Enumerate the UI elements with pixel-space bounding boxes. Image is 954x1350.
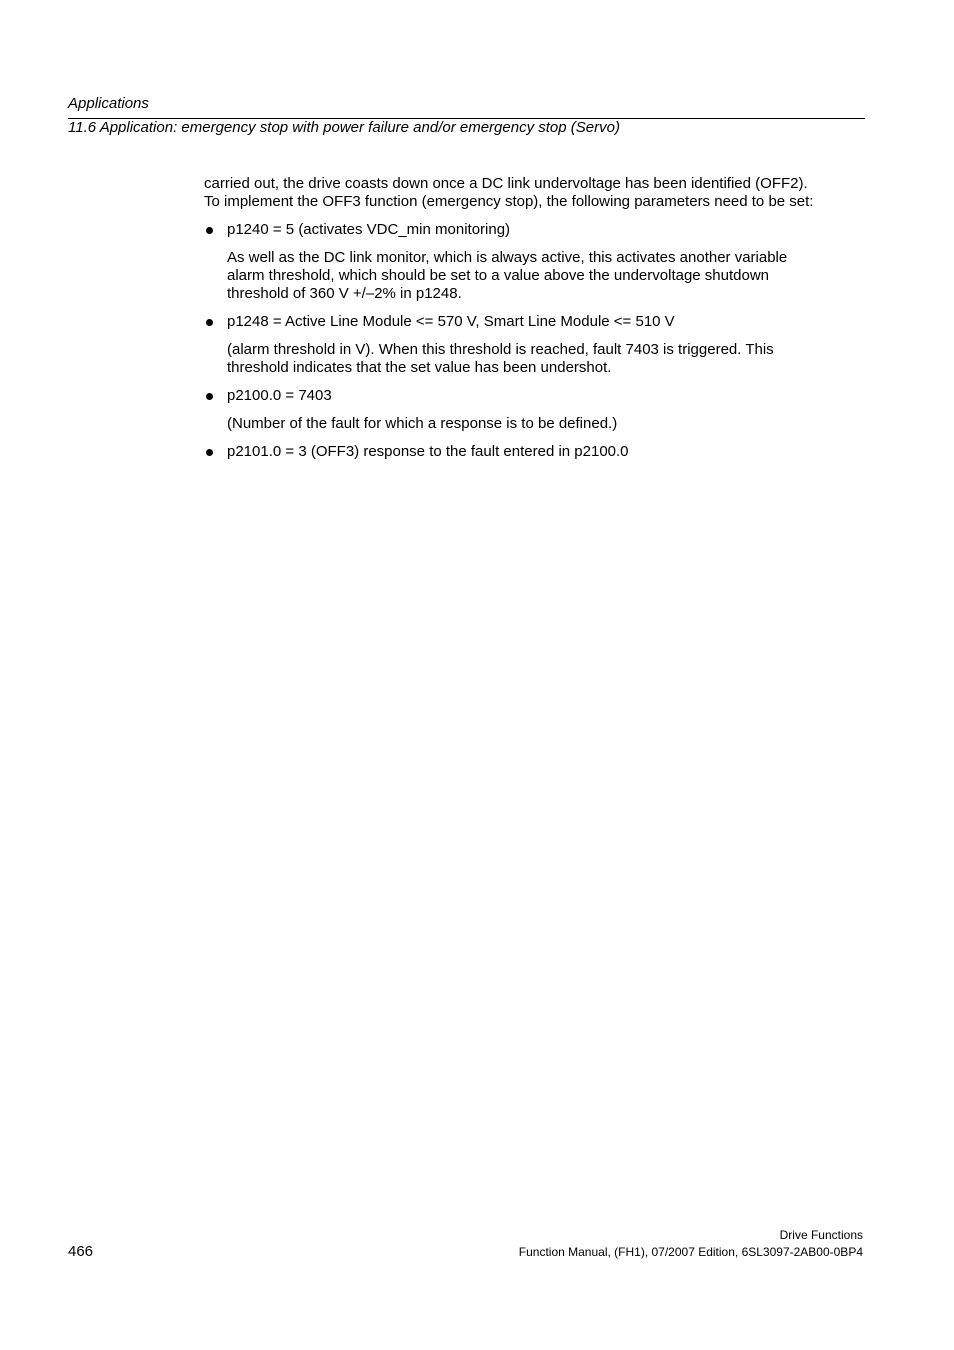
list-item-description (227, 341, 869, 377)
bullet-icon (206, 393, 213, 400)
bullet-icon (206, 319, 213, 326)
description-line: (Number of the fault for which a response is to be defined.) (227, 415, 618, 432)
main-content (204, 175, 869, 471)
list-item (204, 387, 869, 433)
list-item (204, 221, 869, 303)
list-item-description (227, 415, 869, 433)
list-item (204, 313, 869, 377)
page-number: 466 (68, 1243, 94, 1260)
list-item-title: p2100.0 = 7403 (227, 387, 332, 404)
list-item (204, 443, 869, 461)
page-header (68, 95, 865, 137)
intro-paragraph (204, 175, 869, 211)
intro-line: carried out, the drive coasts down once a DC link undervoltage has been identified (OFF2). (204, 175, 808, 192)
list-item-title: p1240 = 5 (activates VDC_min monitoring) (227, 221, 511, 238)
list-item-title: p2101.0 = 3 (OFF3) response to the fault entered in p2100.0 (227, 443, 629, 460)
description-line: alarm threshold, which should be set to a value above the undervoltage shutdown (227, 267, 770, 284)
parameter-list (204, 221, 869, 461)
footer-doc-info: Function Manual, (FH1), 07/2007 Edition, 6SL3097-2AB00-0BP4 (518, 1245, 863, 1259)
header-section-title: Applications (68, 95, 149, 112)
header-subsection-title: 11.6 Application: emergency stop with power failure and/or emergency stop (Servo) (68, 119, 620, 136)
description-line: threshold of 360 V +/–2% in p1248. (227, 285, 462, 302)
description-line: (alarm threshold in V). When this threshold is reached, fault 7403 is triggered. This (227, 341, 774, 358)
list-item-title: p1248 = Active Line Module <= 570 V, Smart Line Module <= 510 V (227, 313, 675, 330)
bullet-icon (206, 227, 213, 234)
page-footer-info (519, 1227, 863, 1261)
intro-line: To implement the OFF3 function (emergency stop), the following parameters need to be set: (204, 193, 814, 210)
description-line: threshold indicates that the set value has been undershot. (227, 359, 612, 376)
description-line: As well as the DC link monitor, which is always active, this activates another variable (227, 249, 788, 266)
footer-doc-title: Drive Functions (779, 1228, 863, 1242)
bullet-icon (206, 449, 213, 456)
list-item-description (227, 249, 869, 303)
